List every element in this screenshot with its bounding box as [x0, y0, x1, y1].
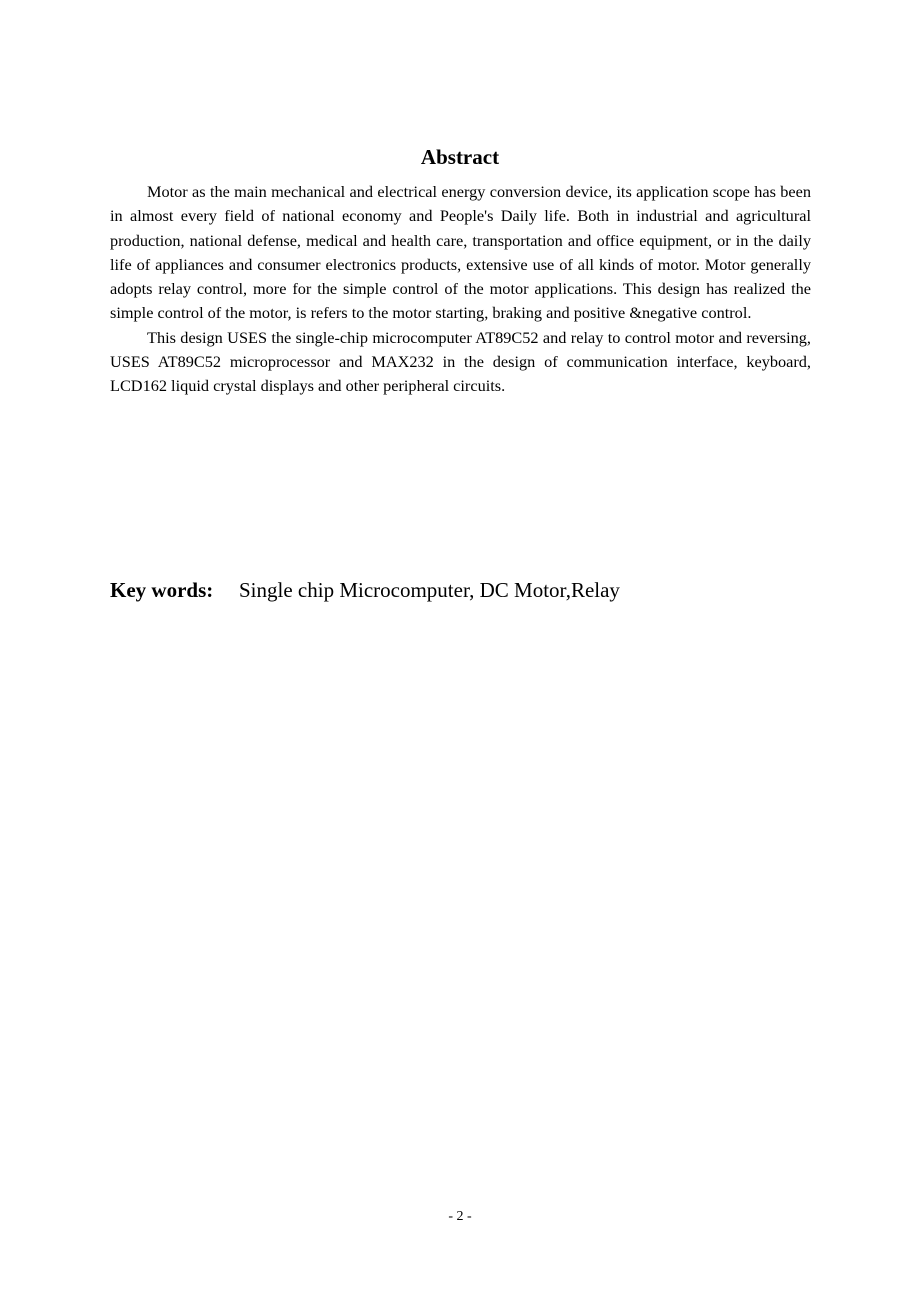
keywords-label: Key words:	[110, 578, 214, 602]
keywords-text: Single chip Microcomputer, DC Motor,Relay	[239, 578, 620, 602]
keywords-line	[110, 576, 620, 604]
abstract-body	[110, 180, 811, 399]
abstract-paragraph-1: Motor as the main mechanical and electrical energy conversion device, its application scope has been in almost every field of national economy and People's Daily life. Both in industrial and agricultural production, national defense, medical and health care, transportation and office equipment, or in the daily life of appliances and consumer electronics products, extensive use of all kinds of motor. Motor generally adopts relay control, more for the simple control of the motor applications. This design has realized the simple control of the motor, is refers to the motor starting, braking and positive &negative control.	[110, 182, 811, 323]
abstract-title: Abstract	[420, 145, 500, 169]
page-number: - 2 -	[448, 1209, 472, 1224]
abstract-paragraph-2: This design USES the single-chip microcomputer AT89C52 and relay to control motor and reversing, USES AT89C52 microprocessor and MAX232 in the design of communication interface, keyboard, LCD162 liquid crystal displays and other peripheral circuits.	[110, 327, 811, 396]
